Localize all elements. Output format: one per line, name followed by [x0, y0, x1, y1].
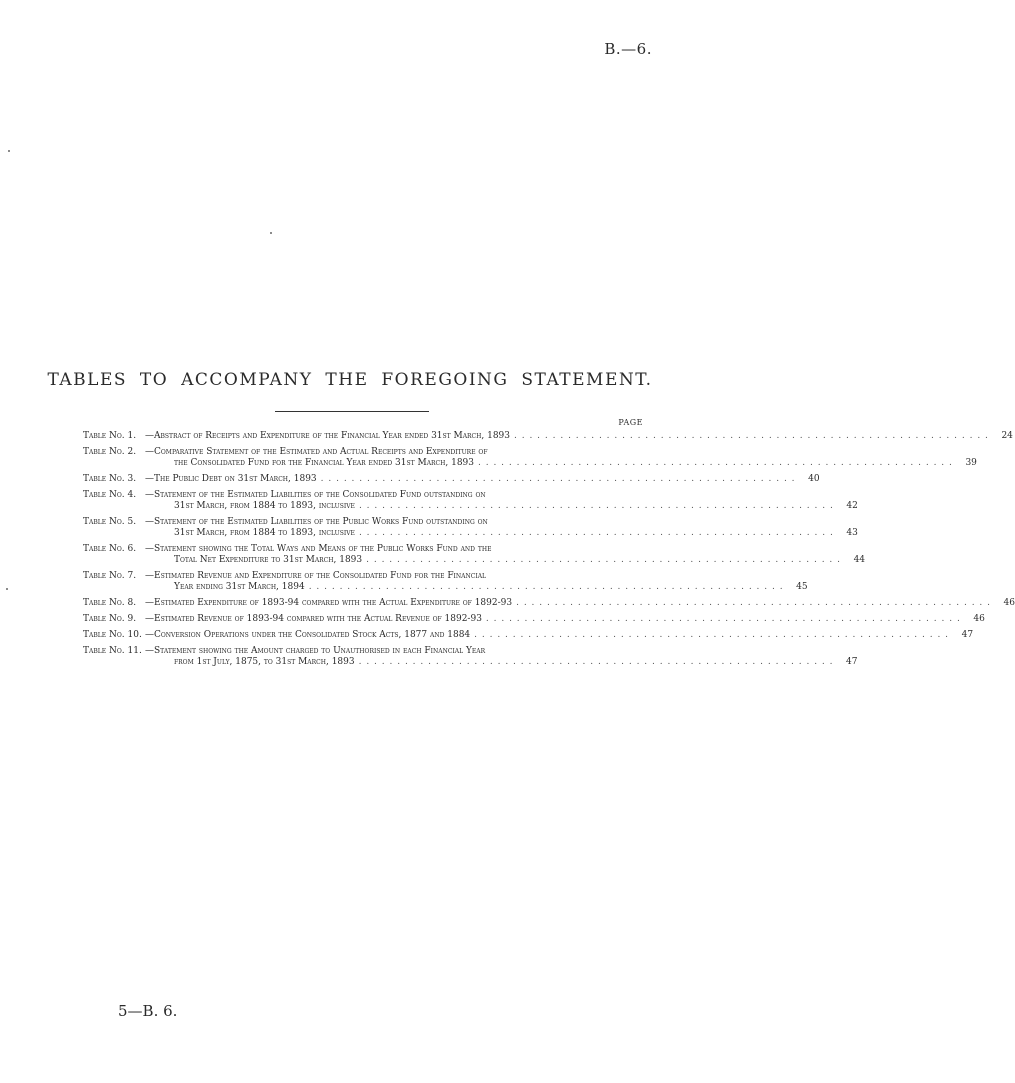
toc-entry-page-number: 47: [961, 630, 974, 640]
toc-entry-label: Table No. 7.: [83, 571, 137, 581]
toc-entry-line: [145, 614, 985, 625]
table-of-contents: [83, 431, 1015, 673]
toc-entry-label: Table No. 6.: [83, 544, 137, 554]
toc-entry: [83, 490, 858, 512]
toc-entry-label: Table No. 4.: [83, 490, 137, 500]
toc-entry-page-number: 24: [1001, 431, 1013, 441]
toc-entry-page-number: 44: [853, 555, 866, 565]
toc-entry: [83, 517, 858, 539]
toc-entry-title: —Statement of the Estimated Liabilities of the Public Works Fund outstanding on: [145, 517, 488, 527]
toc-entry-line: [145, 598, 1015, 609]
toc-entry-page-number: 46: [1003, 598, 1015, 608]
scan-speck: [6, 588, 8, 590]
toc-entry-line: [145, 517, 858, 528]
dot-leader: . . . . . . . . . . . . . . . . . . . . . . . . . . . . . . . . . . . . . . . . . . . . . . . . . . . . . . . . . . . . . .: [485, 614, 961, 624]
toc-entry-line: [145, 490, 858, 501]
dot-leader: . . . . . . . . . . . . . . . . . . . . . . . . . . . . . . . . . . . . . . . . . . . . . . . . . . . . . . . . . . . . . .: [358, 657, 834, 667]
toc-entry-page-number: 40: [808, 474, 820, 484]
toc-entry: [83, 646, 858, 668]
toc-entry-title: —Statement showing the Total Ways and Means of the Public Works Fund and the: [145, 544, 492, 554]
toc-entry-title: —Abstract of Receipts and Expenditure of the Financial Year ended 31st March, 1893: [145, 431, 511, 441]
toc-entry-page-number: 45: [796, 582, 808, 592]
toc-entry-line: [145, 555, 865, 566]
toc-entry-label: Table No. 9.: [83, 614, 137, 624]
toc-entry-title: the Consolidated Fund for the Financial Year ended 31st March, 1893: [174, 458, 474, 468]
dot-leader: . . . . . . . . . . . . . . . . . . . . . . . . . . . . . . . . . . . . . . . . . . . . . . . . . . . . . . . . . . . . . .: [320, 474, 796, 484]
toc-entry-line: [145, 528, 858, 539]
scan-speck: [270, 232, 272, 234]
toc-entry-title: Total Net Expenditure to 31st March, 1893: [174, 555, 363, 565]
toc-entry-page-number: 46: [973, 614, 985, 624]
toc-entry-title: —Statement showing the Amount charged to Unauthorised in each Financial Year: [145, 646, 486, 656]
toc-entry: [83, 474, 820, 485]
toc-entry-label: Table No. 11.: [83, 646, 142, 656]
toc-entry-label: Table No. 3.: [83, 474, 137, 484]
scan-speck: [8, 150, 10, 152]
document-reference: B.—6.: [604, 40, 652, 58]
dot-leader: . . . . . . . . . . . . . . . . . . . . . . . . . . . . . . . . . . . . . . . . . . . . . . . . . . . . . . . . . . . . . .: [474, 630, 950, 640]
toc-entry-title: 31st March, from 1884 to 1893, inclusive: [174, 501, 355, 511]
toc-entry-page-number: 43: [846, 528, 858, 538]
toc-entry: [83, 630, 974, 641]
toc-entry-line: [145, 431, 1013, 442]
toc-entry-title: —Estimated Expenditure of 1893-94 compared with the Actual Expenditure of 1892-93: [145, 598, 513, 608]
toc-entry-label: Table No. 1.: [83, 431, 137, 441]
toc-entry-title: 31st March, from 1884 to 1893, inclusive: [174, 528, 355, 538]
toc-entry: [83, 431, 1013, 442]
toc-entry: [83, 571, 808, 593]
toc-entry-title: —Estimated Revenue and Expenditure of the Consolidated Fund for the Financial: [145, 571, 487, 581]
toc-entry-label: Table No. 2.: [83, 447, 137, 457]
dot-leader: . . . . . . . . . . . . . . . . . . . . . . . . . . . . . . . . . . . . . . . . . . . . . . . . . . . . . . . . . . . . . .: [514, 431, 989, 441]
toc-entry-title: —Statement of the Estimated Liabilities of the Consolidated Fund outstanding on: [145, 490, 486, 500]
toc-entry-line: [145, 447, 977, 458]
toc-entry-line: [145, 657, 858, 668]
toc-entry-label: Table No. 8.: [83, 598, 137, 608]
dot-leader: . . . . . . . . . . . . . . . . . . . . . . . . . . . . . . . . . . . . . . . . . . . . . . . . . . . . . . . . . . . . . .: [358, 501, 834, 511]
toc-entry-line: [145, 582, 808, 593]
toc-entry-line: [145, 571, 808, 582]
toc-entry: [83, 598, 1015, 609]
toc-entry-line: [145, 544, 865, 555]
dot-leader: . . . . . . . . . . . . . . . . . . . . . . . . . . . . . . . . . . . . . . . . . . . . . . . . . . . . . . . . . . . . . .: [478, 458, 953, 468]
toc-entry: [83, 447, 977, 469]
toc-entry-title: —Conversion Operations under the Consolidated Stock Acts, 1877 and 1884: [145, 630, 471, 640]
toc-entry-line: [145, 630, 973, 641]
toc-entry-label: Table No. 5.: [83, 517, 137, 527]
dot-leader: . . . . . . . . . . . . . . . . . . . . . . . . . . . . . . . . . . . . . . . . . . . . . . . . . . . . . . . . . . . . . .: [308, 582, 784, 592]
page-column-header: PAGE: [618, 418, 643, 427]
toc-entry-label: Table No. 10.: [83, 630, 142, 640]
toc-entry-title: from 1st July, 1875, to 31st March, 1893: [174, 657, 355, 667]
dot-leader: . . . . . . . . . . . . . . . . . . . . . . . . . . . . . . . . . . . . . . . . . . . . . . . . . . . . . . . . . . . . . .: [358, 528, 834, 538]
toc-entry-title: —The Public Debt on 31st March, 1893: [145, 474, 317, 484]
toc-entry-title: —Comparative Statement of the Estimated and Actual Receipts and Expenditure of: [145, 447, 488, 457]
toc-entry-page-number: 39: [965, 458, 977, 468]
dot-leader: . . . . . . . . . . . . . . . . . . . . . . . . . . . . . . . . . . . . . . . . . . . . . . . . . . . . . . . . . . . . . .: [366, 555, 842, 565]
toc-entry-line: [145, 458, 977, 469]
toc-entry-line: [145, 501, 858, 512]
toc-entry-page-number: 42: [846, 501, 858, 511]
title-divider: [275, 411, 429, 412]
toc-entry: [83, 544, 866, 566]
page-title: TABLES TO ACCOMPANY THE FOREGOING STATEMENT.: [47, 370, 653, 390]
dot-leader: . . . . . . . . . . . . . . . . . . . . . . . . . . . . . . . . . . . . . . . . . . . . . . . . . . . . . . . . . . . . . .: [516, 598, 991, 608]
toc-entry: [83, 614, 985, 625]
toc-entry-line: [145, 474, 820, 485]
toc-entry-title: Year ending 31st March, 1894: [174, 582, 305, 592]
toc-entry-title: —Estimated Revenue of 1893-94 compared with the Actual Revenue of 1892-93: [145, 614, 482, 624]
toc-entry-page-number: 47: [846, 657, 858, 667]
toc-entry-line: [145, 646, 858, 657]
page-footer-reference: 5—B. 6.: [118, 1002, 178, 1020]
